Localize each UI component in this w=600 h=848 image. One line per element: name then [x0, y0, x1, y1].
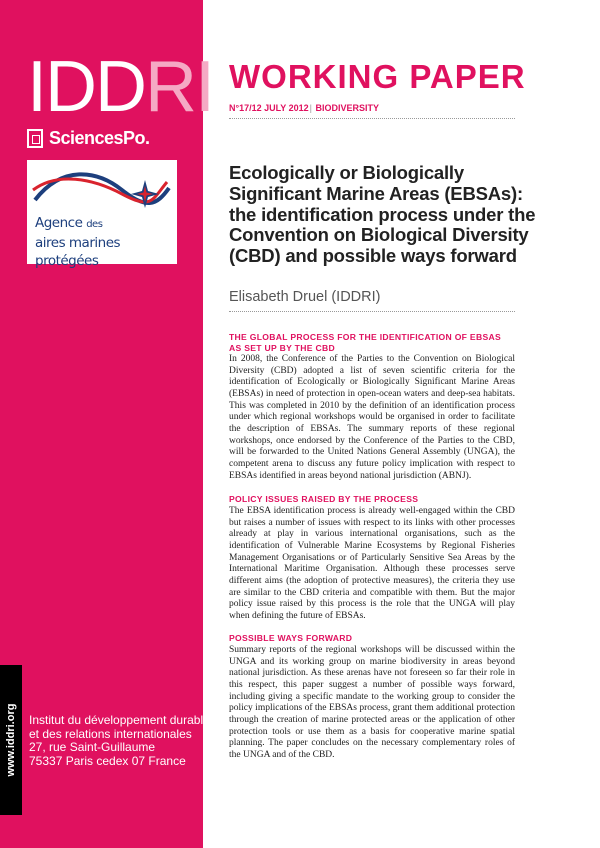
section-body: Summary reports of the regional workshops will be discussed within the UNGA and its working group on marine biodiversity in areas beyond national jurisdiction. As these arenas have not foreseen so far their role in this respect, this paper suggest a number of possible ways forward, including giving a specific mandate to the working group to consider the policy implications of the EBSAs process, grant them additional protection through the creation of marine protected areas or the application of other protection tools or use them as a basis for cooperative marine spatial planning. The paper concludes on the necessary complementary roles of the UNGA and of the CBD. [229, 645, 515, 760]
section-body: The EBSA identification process is already well-engaged within the CBD but raises a number of issues with respect to its links with other processes already at play in various international organisations, such as the identification of Vulnerable Marine Ecosystems by Regional Fisheries Management Organisations or of Particularly Sensitive Sea Areas by the International Maritime Organisation. Although these processes serve different aims (the adoption of protective measures), the criteria they use are similar to the CBD criteria and compatible with them. But the major policy issue raised by this process is the role that the UNGA will play when defining the future of EBSAs. [229, 506, 515, 621]
divider [229, 311, 515, 312]
website-link[interactable]: www.iddri.org [5, 703, 17, 777]
website-tab [0, 665, 22, 815]
sciencespo-logo: SciencesPo. [27, 127, 177, 149]
divider [229, 118, 515, 119]
institute-address: Institut du développement durable et des relations internationales 27, rue Saint-Guillaume 75337 Paris cedex 07 France [29, 713, 210, 768]
author: Elisabeth Druel (IDDRI) [229, 289, 381, 305]
paper-title: Ecologically or Biologically Significant Marine Areas (EBSAs): the identification process under the Convention on Biological Diversity (CBD) and possible ways forward [229, 162, 536, 267]
section-body: In 2008, the Conference of the Parties to the Convention on Biological Diversity (CBD) adopted a list of seven scientific criteria for the identification of Ecologically or Biologically Significant Marine Areas (EBSAs) in need of protection in open-ocean waters and deep-sea habitats. This was completed in 2010 by the definition of an identification process under which regional workshops would be organised in order to facilitate the description of EBSAs. The summary reports of these regional workshops, once endorsed by the Conference of the Parties to the CBD, will be forwarded to the United Nations General Assembly (UNGA), the competent arena to discuss any future policy implication with respect to EBSAs identified in areas beyond national jurisdiction (ABNJ). [229, 354, 515, 481]
meta-separator: | [309, 103, 313, 113]
agence-wave-icon [27, 160, 177, 220]
section-heading: THE GLOBAL PROCESS FOR THE IDENTIFICATION OF EBSAS AS SET UP BY THE CBD [229, 332, 502, 353]
agence-aires-marines-logo [27, 160, 177, 269]
document-type-title: WORKING PAPER [229, 58, 526, 95]
issue-meta [229, 102, 515, 114]
section-heading: POLICY ISSUES RAISED BY THE PROCESS [229, 494, 419, 504]
issue-number: N°17/12 JULY 2012 [229, 103, 309, 113]
agence-text: Agence des aires marines protégées [35, 215, 121, 269]
section-heading: POSSIBLE WAYS FORWARD [229, 633, 353, 643]
sidebar [0, 0, 213, 848]
issue-category: BIODIVERSITY [315, 103, 380, 113]
iddri-logo: IDDRI [27, 47, 213, 127]
sciencespo-crest-icon [27, 129, 43, 148]
